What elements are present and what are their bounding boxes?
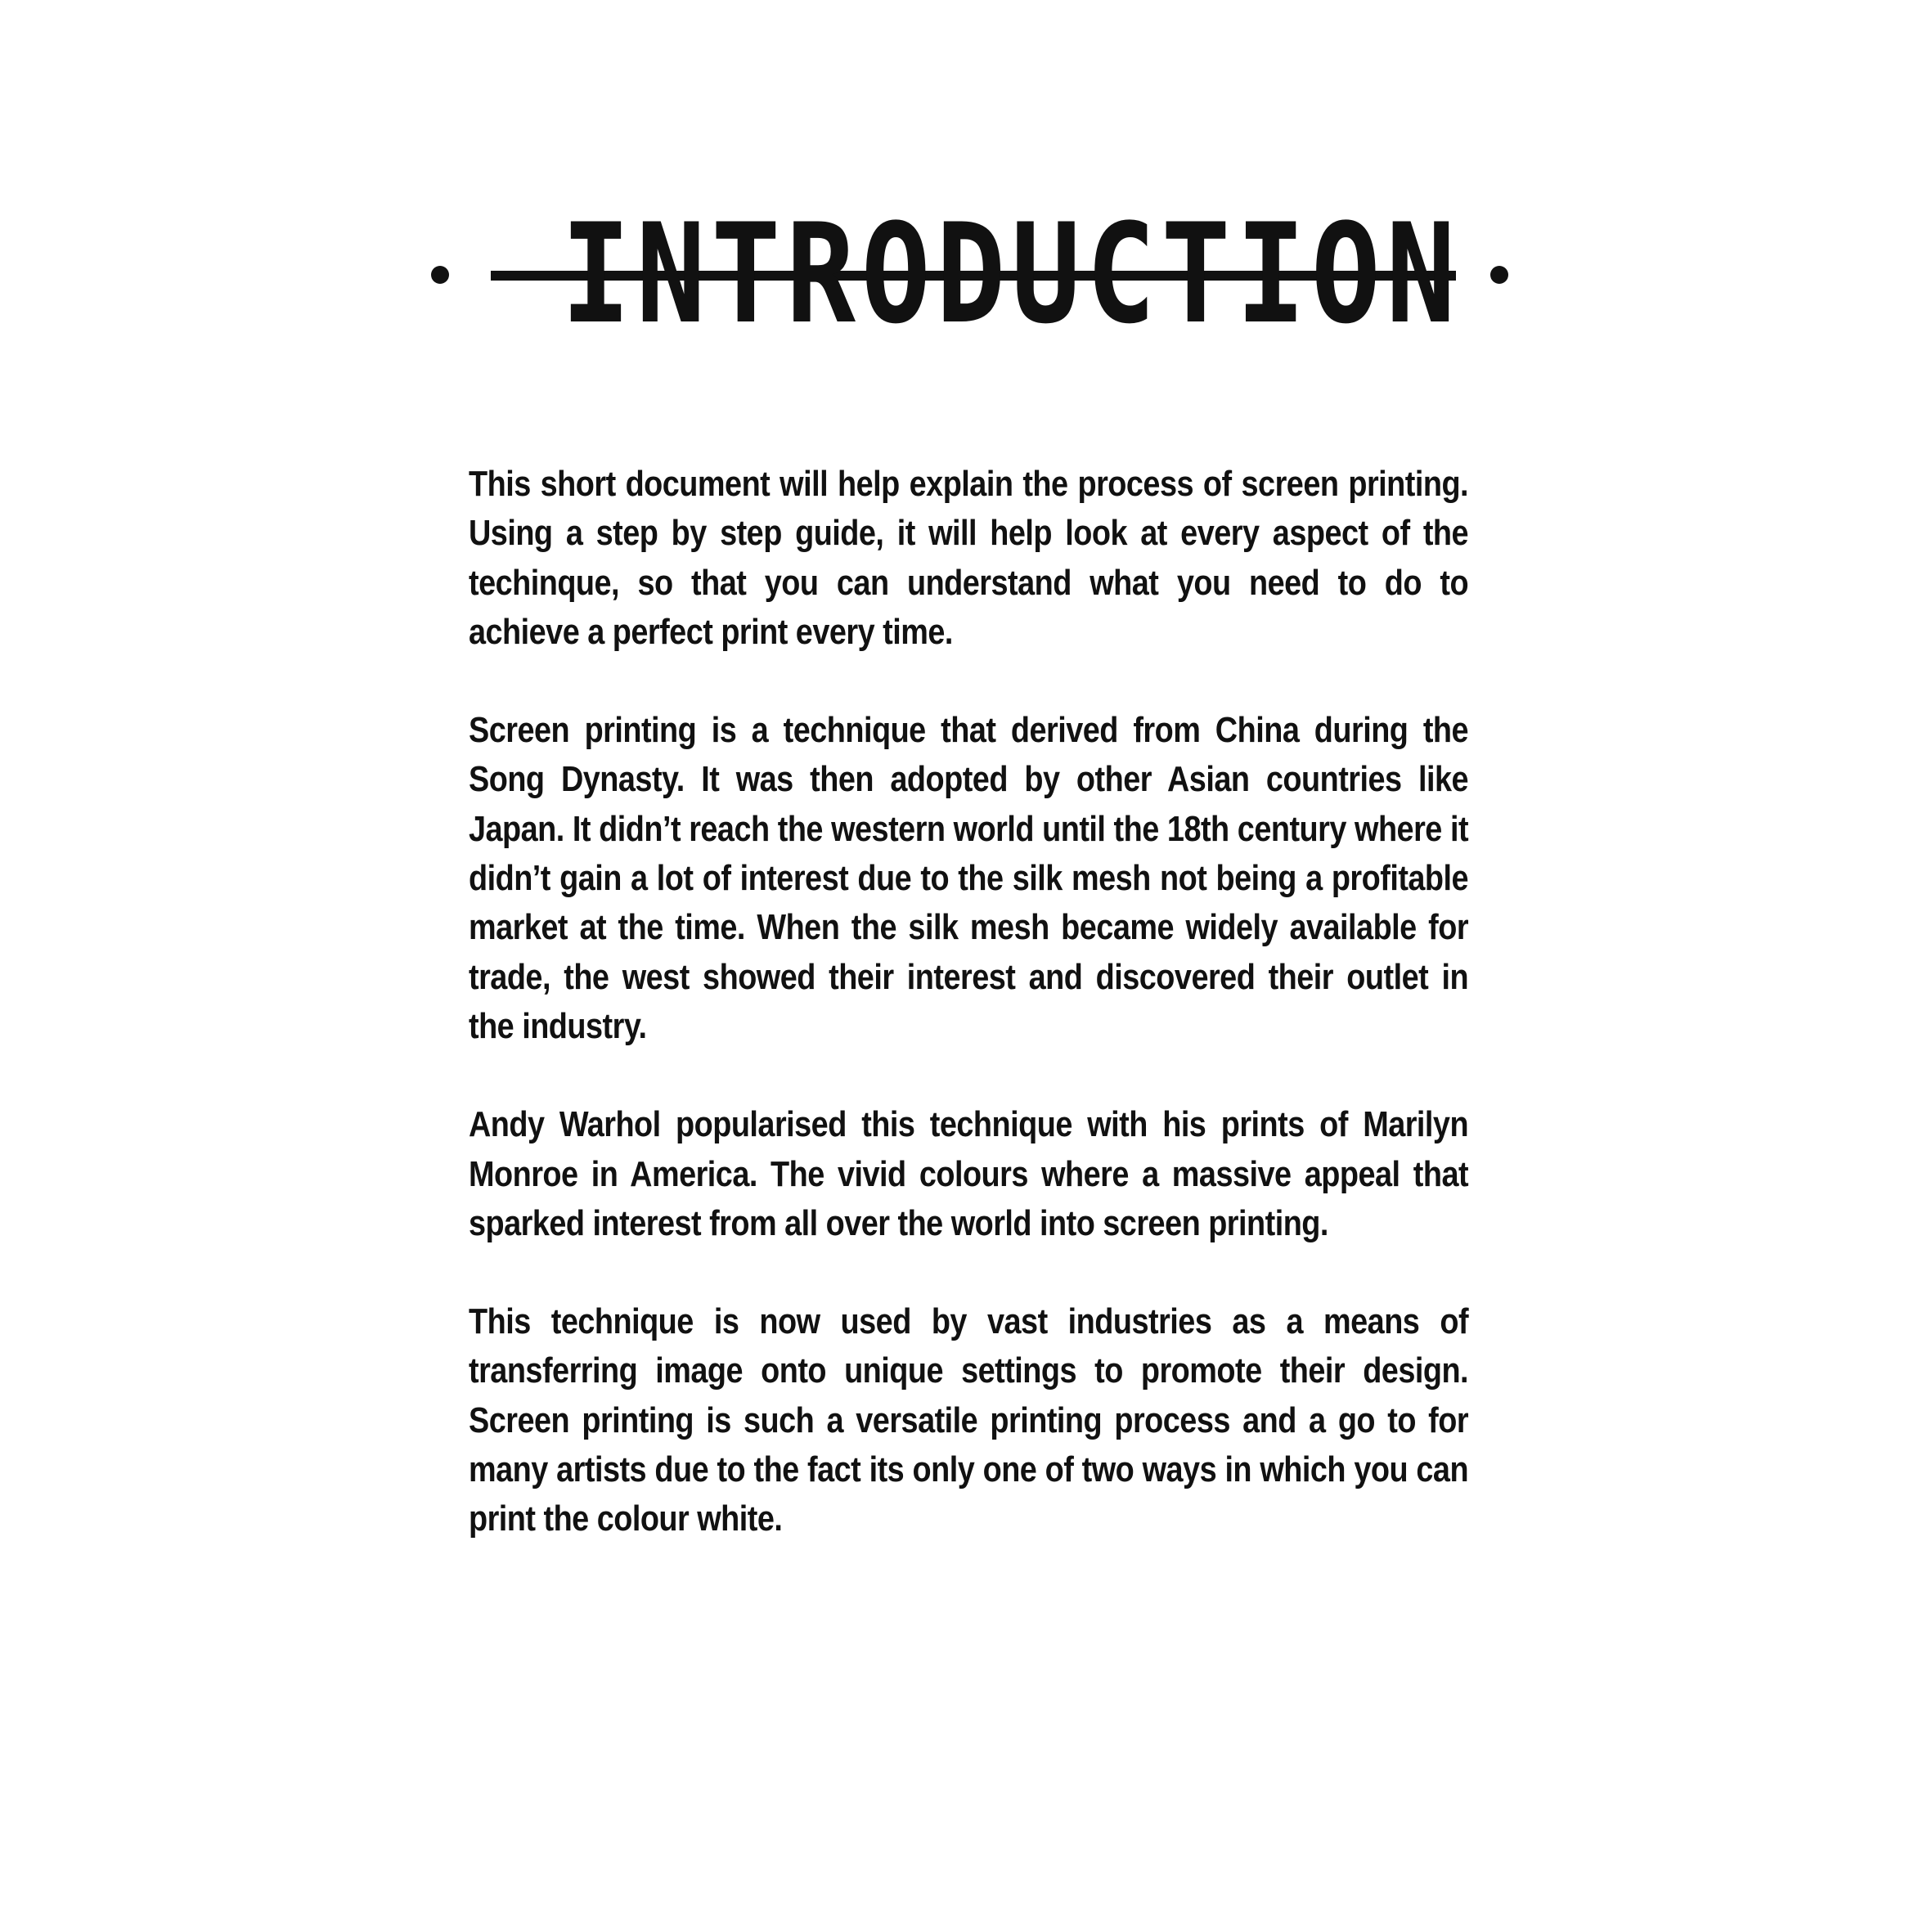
page-title-block — [0, 194, 1932, 354]
paragraph-intro: This short document will help explain the process of screen printing. Using a step by step guide, it will help look at every aspect of the techinque, so that you can understand what you need to do to achieve a perfect print every time. — [469, 464, 1469, 652]
paragraph-history: Screen printing is a technique that derived from China during the Song Dynasty. It was then adopted by other Asian countries like Japan. It didn’t reach the western world until the 18th century where it didn’t gain a lot of interest due to the silk mesh not being a profitable market at the time. When the silk mesh became widely available for trade, the west showed their interest and discovered their outlet in the industry. — [469, 710, 1469, 1046]
paragraph-warhol: Andy Warhol popularised this technique with his prints of Marilyn Monroe in America. The vivid colours where a massive appeal that sparked interest from all over the world into screen printing. — [469, 1104, 1469, 1243]
page-title: INTRODUCTION — [561, 194, 1462, 354]
paragraph-industry: This technique is now used by vast industries as a means of transferring image onto unique settings to promote their design. Screen printing is such a versatile printing process and a go to for many artists due to the fact its only one of two ways in which you can print the colour white. — [469, 1301, 1469, 1539]
left-dot-ornament — [431, 266, 449, 284]
right-dot-ornament — [1490, 266, 1508, 284]
body-text — [469, 460, 1468, 1593]
